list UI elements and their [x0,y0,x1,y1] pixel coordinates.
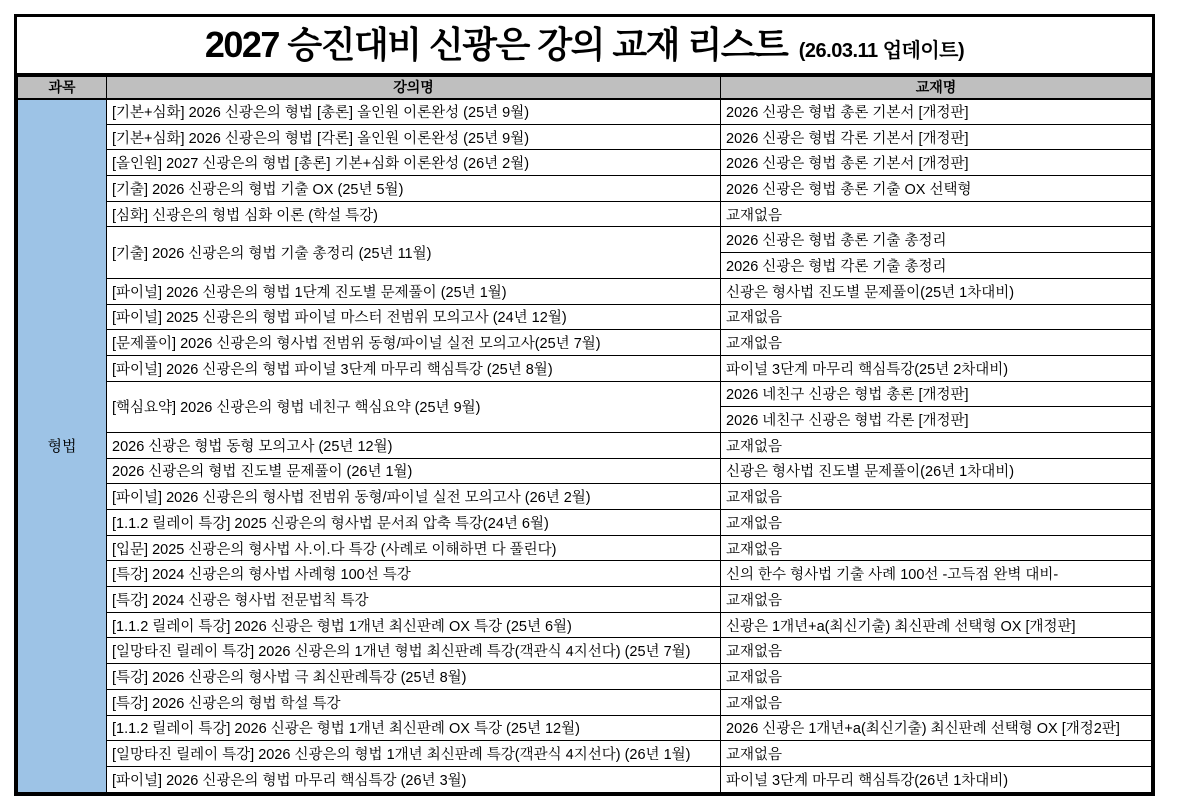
lecture-cell: [파이널] 2026 신광은의 형사법 전범위 동형/파이널 실전 모의고사 (26년 2월) [107,484,721,510]
book-list-table-frame [14,14,1155,796]
table-row [18,150,1152,176]
page-title-update-date: (26.03.11 업데이트) [798,40,965,62]
lecture-cell: [일망타진 릴레이 특강] 2026 신광은의 1개년 형법 최신판례 특강(객관식 4지선다) (25년 7월) [107,638,721,664]
table-row [18,689,1152,715]
book-cell: 2026 신광은 형법 각론 기출 총정리 [721,253,1152,279]
lecture-cell: [파이널] 2025 신광은의 형법 파이널 마스터 전범위 모의고사 (24년 12월) [107,304,721,330]
book-cell: 교재없음 [721,741,1152,767]
book-cell: 교재없음 [721,638,1152,664]
lecture-cell: [1.1.2 릴레이 특강] 2026 신광은 형법 1개년 최신판례 OX 특강 (25년 12월) [107,715,721,741]
table-row [18,561,1152,587]
table-row [18,458,1152,484]
table-row [18,99,1152,125]
lecture-cell: [기본+심화] 2026 신광은의 형법 [각론] 올인원 이론완성 (25년 9월) [107,124,721,150]
lecture-cell: [특강] 2024 신광은 형사법 전문법칙 특강 [107,587,721,613]
lecture-cell: [파이널] 2026 신광은의 형법 마무리 핵심특강 (26년 3월) [107,766,721,792]
book-cell: 교재없음 [721,664,1152,690]
lecture-cell: [특강] 2024 신광은의 형사법 사례형 100선 특강 [107,561,721,587]
book-cell: 교재없음 [721,304,1152,330]
book-cell: 신광은 형사법 진도별 문제풀이(26년 1차대비) [721,458,1152,484]
lecture-cell: [심화] 신광은의 형법 심화 이론 (학설 특강) [107,201,721,227]
lecture-cell: [특강] 2026 신광은의 형사법 극 최신판례특강 (25년 8월) [107,664,721,690]
column-header-book: 교재명 [721,77,1152,99]
lecture-cell: 2026 신광은의 형법 진도별 문제풀이 (26년 1월) [107,458,721,484]
table-row [18,664,1152,690]
page-title-main: 2027 승진대비 신광은 강의 교재 리스트 [204,24,788,65]
table-row [18,381,1152,407]
table-row [18,355,1152,381]
table-row [18,766,1152,792]
lecture-cell: [핵심요약] 2026 신광은의 형법 네친구 핵심요약 (25년 9월) [107,381,721,432]
book-cell: 교재없음 [721,587,1152,613]
book-cell: 2026 신광은 형법 각론 기본서 [개정판] [721,124,1152,150]
lecture-cell: [기출] 2026 신광은의 형법 기출 OX (25년 5월) [107,176,721,202]
lecture-cell: [기본+심화] 2026 신광은의 형법 [총론] 올인원 이론완성 (25년 9월) [107,99,721,125]
book-cell: 2026 네친구 신광은 형법 총론 [개정판] [721,381,1152,407]
page-title [17,17,1152,76]
table-row [18,510,1152,536]
book-cell: 2026 네친구 신광은 형법 각론 [개정판] [721,407,1152,433]
book-cell: 2026 신광은 형법 총론 기출 총정리 [721,227,1152,253]
book-cell: 파이널 3단계 마무리 핵심특강(26년 1차대비) [721,766,1152,792]
table-row [18,278,1152,304]
book-cell: 교재없음 [721,535,1152,561]
lecture-cell: [기출] 2026 신광은의 형법 기출 총정리 (25년 11월) [107,227,721,278]
book-cell: 2026 신광은 형법 총론 기본서 [개정판] [721,150,1152,176]
column-header-lecture: 강의명 [107,77,721,99]
book-cell: 교재없음 [721,432,1152,458]
subject-cell: 형법 [18,99,107,793]
book-cell: 교재없음 [721,330,1152,356]
lecture-cell: [1.1.2 릴레이 특강] 2026 신광은 형법 1개년 최신판례 OX 특강 (25년 6월) [107,612,721,638]
lecture-cell: [문제풀이] 2026 신광은의 형사법 전범위 동형/파이널 실전 모의고사(25년 7월) [107,330,721,356]
table-row [18,330,1152,356]
book-cell: 교재없음 [721,510,1152,536]
book-cell: 교재없음 [721,201,1152,227]
lecture-cell: [올인원] 2027 신광은의 형법 [총론] 기본+심화 이론완성 (26년 2월) [107,150,721,176]
book-cell: 신광은 형사법 진도별 문제풀이(25년 1차대비) [721,278,1152,304]
book-cell: 신광은 1개년+a(최신기출) 최신판례 선택형 OX [개정판] [721,612,1152,638]
table-row [18,304,1152,330]
lecture-cell: [입문] 2025 신광은의 형사법 사.이.다 특강 (사례로 이해하면 다 풀린다) [107,535,721,561]
lecture-cell: [파이널] 2026 신광은의 형법 1단계 진도별 문제풀이 (25년 1월) [107,278,721,304]
table-row [18,638,1152,664]
book-list-table [17,76,1152,793]
column-header-subject: 과목 [18,77,107,99]
book-cell: 교재없음 [721,689,1152,715]
table-row [18,612,1152,638]
table-row [18,432,1152,458]
table-row [18,484,1152,510]
lecture-cell: [일망타진 릴레이 특강] 2026 신광은의 형법 1개년 최신판례 특강(객관식 4지선다) (26년 1월) [107,741,721,767]
table-row [18,741,1152,767]
lecture-cell: [1.1.2 릴레이 특강] 2025 신광은의 형사법 문서죄 압축 특강(24년 6월) [107,510,721,536]
table-row [18,201,1152,227]
table-row [18,715,1152,741]
lecture-cell: 2026 신광은 형법 동형 모의고사 (25년 12월) [107,432,721,458]
table-row [18,535,1152,561]
book-cell: 2026 신광은 형법 총론 기출 OX 선택형 [721,176,1152,202]
book-cell: 신의 한수 형사법 기출 사례 100선 -고득점 완벽 대비- [721,561,1152,587]
book-cell: 2026 신광은 1개년+a(최신기출) 최신판례 선택형 OX [개정2판] [721,715,1152,741]
table-body [18,99,1152,793]
table-row [18,124,1152,150]
lecture-cell: [특강] 2026 신광은의 형법 학설 특강 [107,689,721,715]
book-cell: 파이널 3단계 마무리 핵심특강(25년 2차대비) [721,355,1152,381]
table-row [18,227,1152,253]
table-row [18,587,1152,613]
lecture-cell: [파이널] 2026 신광은의 형법 파이널 3단계 마무리 핵심특강 (25년 8월) [107,355,721,381]
book-cell: 교재없음 [721,484,1152,510]
table-header-row [18,77,1152,99]
table-row [18,176,1152,202]
book-cell: 2026 신광은 형법 총론 기본서 [개정판] [721,99,1152,125]
